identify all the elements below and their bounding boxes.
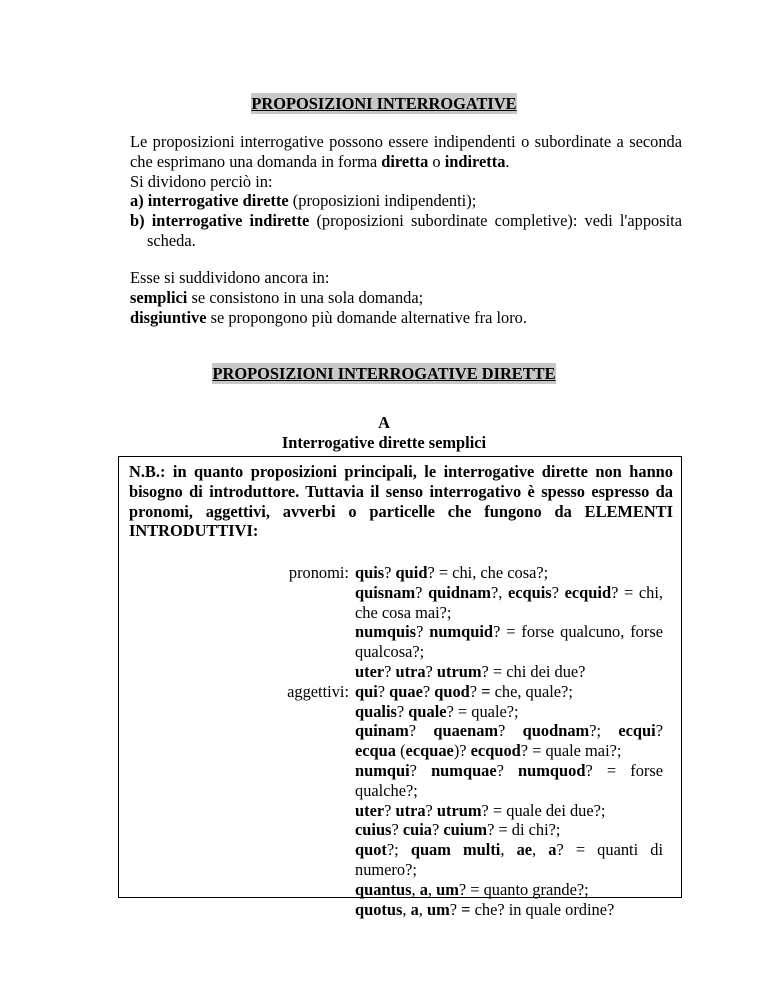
latin-term: numqui: [355, 760, 410, 780]
entry-line: [355, 622, 663, 662]
subsection-title: Interrogative dirette semplici: [281, 432, 487, 452]
latin-term: cuium: [443, 820, 488, 840]
entry-text: ?: [408, 721, 434, 741]
entry-text: ?: [498, 721, 523, 741]
nb-note: N.B.: in quanto proposizioni principali, le interrogative dirette non hanno bisogno di introduttore. Tuttavia il senso interrogativo è spesso espresso da pronomi, aggettivi, avverbi o particelle che fungono da ELEMENTI INTRODUTTIVI:: [129, 462, 673, 541]
entry-line: [355, 840, 663, 880]
intro-text: Le proposizioni interrogative possono essere indipendenti o subordinate a seconda che esprimano una domanda in forma: [130, 132, 682, 171]
entry-text: ,: [402, 899, 411, 919]
latin-term: ae: [516, 840, 533, 860]
subsection-letter: A: [378, 413, 390, 432]
note-box: [118, 456, 682, 919]
subdivision-semplici: [130, 288, 682, 308]
list-item-a-desc: (proposizioni indipendenti);: [288, 191, 477, 211]
list-item-b-desc: (proposizioni subordinate completive): vedi l'apposita scheda.: [147, 211, 682, 250]
latin-term: quotus: [355, 899, 403, 919]
latin-term: qualis: [355, 701, 397, 721]
page-title: [0, 94, 768, 114]
latin-term: uter: [355, 800, 385, 820]
latin-term: a: [419, 879, 428, 899]
term-indiretta: indiretta: [444, 151, 506, 171]
entry-text: che? in quale ordine?: [470, 899, 615, 919]
entry-text: che, quale?;: [490, 681, 573, 701]
disgiuntive-desc: se propongono più domande alternative fra loro.: [206, 307, 527, 327]
latin-term: quam multi: [410, 840, 501, 860]
latin-term: quod: [434, 681, 470, 701]
latin-term: ecquid: [564, 582, 612, 602]
intro-section: [130, 132, 682, 251]
entry-text: ?: [449, 899, 462, 919]
entry-line: [355, 820, 663, 840]
entry-text: ?;: [386, 840, 411, 860]
entry-text: ?: [384, 563, 396, 582]
entry-text: ? = quanto grande?;: [458, 879, 589, 899]
pronomi-entries: [355, 563, 663, 682]
latin-term: =: [481, 681, 491, 701]
entry-text: ?: [384, 661, 396, 681]
entry-text: ? = quale?;: [446, 701, 519, 721]
latin-term: a: [548, 840, 557, 860]
entry-text: ?: [425, 661, 437, 681]
latin-term: quisnam: [355, 582, 416, 602]
latin-term: ecquis: [507, 582, 552, 602]
latin-term: quae: [389, 681, 423, 701]
latin-term: uter: [355, 661, 385, 681]
entry-line: [355, 583, 663, 623]
subdivision-intro: Esse si suddividono ancora in:: [130, 268, 330, 287]
introductory-elements-list: [119, 563, 679, 919]
latin-term: numquae: [431, 760, 497, 780]
entry-text: ?;: [589, 721, 619, 741]
entry-text: ? = chi dei due?: [481, 661, 586, 681]
entry-text: ? = chi, che cosa mai?;: [355, 582, 663, 622]
entry-text: ?: [409, 760, 432, 780]
entry-line: [355, 801, 663, 821]
entry-text: ? = forse qualche?;: [355, 760, 663, 800]
entry-text: ?: [551, 582, 565, 602]
latin-term: quid: [395, 563, 428, 582]
list-item-b: [130, 211, 682, 251]
term-semplici: semplici: [130, 287, 188, 307]
latin-term: =: [461, 899, 471, 919]
intro-text: o: [428, 151, 445, 171]
entry-text: ?: [391, 820, 403, 840]
entry-text: ?: [431, 820, 444, 840]
entry-line: [355, 702, 663, 722]
entry-text: ?: [396, 701, 409, 721]
latin-term: qui: [355, 681, 378, 701]
page-title-text: PROPOSIZIONI INTERROGATIVE: [251, 94, 517, 113]
semplici-desc: se consistono in una sola domanda;: [187, 287, 424, 307]
aggettivi-label: aggettivi:: [287, 681, 349, 701]
latin-term: utra: [395, 800, 426, 820]
term-disgiuntive: disgiuntive: [130, 307, 207, 327]
entry-text: ? = di chi?;: [487, 820, 561, 840]
entry-text: ?: [496, 760, 519, 780]
entry-text: ?: [425, 800, 437, 820]
term-diretta: diretta: [381, 151, 429, 171]
list-item-a: [130, 191, 682, 211]
latin-term: ecquae: [405, 741, 454, 761]
entry-text: ? = forse qualcuno, forse qualcosa?;: [355, 622, 663, 662]
aggettivi-entries: [355, 682, 663, 920]
entry-line: [355, 662, 663, 682]
entry-text: ,: [427, 879, 437, 899]
entry-text: ?,: [490, 582, 508, 602]
latin-term: quinam: [355, 721, 409, 741]
list-item-a-term: a) interrogative dirette: [130, 191, 289, 211]
latin-term: quot: [355, 840, 387, 860]
latin-term: ecqua: [355, 741, 396, 761]
latin-term: quodnam: [522, 721, 590, 741]
entry-text: )?: [453, 741, 471, 761]
intro-text: .: [505, 151, 510, 171]
latin-term: cuius: [355, 820, 392, 840]
latin-term: ecquod: [470, 741, 521, 761]
entry-text: ? = quale mai?;: [520, 741, 622, 761]
entry-text: ? = quanti di numero?;: [355, 840, 663, 879]
entry-text: ,: [418, 899, 427, 919]
entry-text: (: [395, 741, 406, 761]
latin-term: quidnam: [428, 582, 491, 602]
latin-term: utra: [395, 661, 426, 681]
latin-term: numquis: [355, 622, 417, 642]
latin-term: numquid: [429, 622, 494, 642]
entry-line: [355, 721, 663, 761]
latin-term: utrum: [436, 800, 482, 820]
subdivision-disgiuntive: [130, 308, 682, 328]
entry-line: [355, 761, 663, 801]
intro-paragraph: [130, 132, 682, 172]
subdivision-section: [130, 268, 682, 327]
entry-text: ?: [422, 681, 435, 701]
latin-term: utrum: [436, 661, 482, 681]
intro-division-line: Si dividono perciò in:: [130, 171, 273, 191]
entry-text: ? = chi, che cosa?;: [427, 563, 549, 582]
pronomi-label: pronomi:: [288, 563, 349, 582]
entry-text: ,: [500, 840, 517, 860]
entry-text: ?: [655, 721, 663, 741]
entry-text: ,: [411, 879, 420, 899]
latin-term: quale: [408, 701, 447, 721]
entry-line: [355, 682, 663, 702]
latin-term: um: [436, 879, 459, 899]
list-item-b-term: b) interrogative indirette: [130, 211, 310, 231]
pronomi-group: [119, 563, 679, 682]
section-title: [0, 364, 768, 384]
entry-text: ?: [384, 800, 396, 820]
latin-term: quantus: [355, 879, 412, 899]
latin-term: a: [410, 899, 419, 919]
subsection-heading: [0, 413, 768, 453]
entry-line: [355, 900, 663, 920]
entry-text: ?: [415, 582, 429, 602]
latin-term: cuia: [402, 820, 432, 840]
latin-term: quis: [355, 563, 385, 582]
entry-line: [355, 563, 663, 583]
latin-term: numquod: [518, 760, 586, 780]
aggettivi-group: [119, 682, 679, 920]
entry-text: ,: [532, 840, 549, 860]
latin-term: ecqui: [618, 721, 656, 741]
entry-text: ? = quale dei due?;: [481, 800, 606, 820]
entry-text: ?: [377, 681, 390, 701]
entry-text: ?: [416, 622, 430, 642]
latin-term: quaenam: [433, 721, 499, 741]
entry-text: ?: [469, 681, 482, 701]
section-title-text: PROPOSIZIONI INTERROGATIVE DIRETTE: [212, 364, 556, 383]
latin-term: um: [427, 899, 450, 919]
entry-line: [355, 880, 663, 900]
